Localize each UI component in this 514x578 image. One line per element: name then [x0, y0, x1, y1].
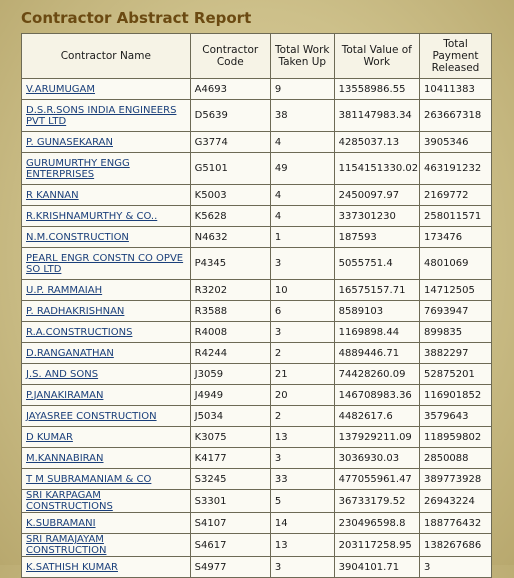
contractor-name-link[interactable]: D.S.R.SONS INDIA ENGINEERS PVT LTD [26, 104, 177, 127]
contractor-name-link[interactable]: P. GUNASEKARAN [26, 136, 113, 148]
cell-total-payment-released: 389773928 [419, 469, 491, 490]
cell-contractor-code: K3075 [190, 427, 270, 448]
cell-total-work-taken-up: 6 [270, 301, 334, 322]
cell-total-value-of-work: 187593 [334, 227, 419, 248]
cell-contractor-name [22, 280, 191, 301]
cell-total-value-of-work: 230496598.8 [334, 513, 419, 534]
cell-total-payment-released: 2850088 [419, 448, 491, 469]
cell-contractor-name [22, 513, 191, 534]
cell-total-work-taken-up: 2 [270, 406, 334, 427]
cell-total-payment-released: 118959802 [419, 427, 491, 448]
cell-contractor-code: R4008 [190, 322, 270, 343]
contractor-name-link[interactable]: D.RANGANATHAN [26, 347, 114, 359]
cell-total-payment-released: 10411383 [419, 79, 491, 100]
contractor-name-link[interactable]: R KANNAN [26, 189, 79, 201]
table-row [22, 248, 492, 280]
cell-contractor-name [22, 100, 191, 132]
cell-total-work-taken-up: 4 [270, 185, 334, 206]
contractor-name-link[interactable]: U.P. RAMMAIAH [26, 284, 103, 296]
cell-total-payment-released: 173476 [419, 227, 491, 248]
cell-total-payment-released: 3 [419, 557, 491, 578]
cell-total-payment-released: 463191232 [419, 153, 491, 185]
cell-total-value-of-work: 13558986.55 [334, 79, 419, 100]
cell-total-payment-released: 258011571 [419, 206, 491, 227]
cell-total-payment-released: 138267686 [419, 534, 491, 557]
cell-total-payment-released: 4801069 [419, 248, 491, 280]
cell-contractor-code: P4345 [190, 248, 270, 280]
cell-total-work-taken-up: 2 [270, 343, 334, 364]
cell-contractor-name [22, 248, 191, 280]
contractor-name-link[interactable]: PEARL ENGR CONSTN CO OPVE SO LTD [26, 252, 184, 275]
header-total-value-of-work: Total Value of Work [334, 34, 419, 79]
cell-contractor-name [22, 206, 191, 227]
table-row [22, 557, 492, 578]
table-row [22, 534, 492, 557]
cell-contractor-name [22, 79, 191, 100]
cell-total-value-of-work: 74428260.09 [334, 364, 419, 385]
cell-total-value-of-work: 36733179.52 [334, 490, 419, 513]
cell-contractor-code: A4693 [190, 79, 270, 100]
table-row [22, 513, 492, 534]
cell-contractor-name [22, 557, 191, 578]
cell-total-value-of-work: 146708983.36 [334, 385, 419, 406]
cell-total-value-of-work: 8589103 [334, 301, 419, 322]
cell-total-payment-released: 188776432 [419, 513, 491, 534]
cell-total-value-of-work: 1154151330.02 [334, 153, 419, 185]
cell-total-value-of-work: 337301230 [334, 206, 419, 227]
cell-contractor-code: D5639 [190, 100, 270, 132]
contractor-name-link[interactable]: R.A.CONSTRUCTIONS [26, 326, 133, 338]
cell-total-work-taken-up: 33 [270, 469, 334, 490]
cell-contractor-code: S3245 [190, 469, 270, 490]
table-row [22, 185, 492, 206]
header-contractor-name: Contractor Name [22, 34, 191, 79]
table-body [22, 79, 492, 578]
cell-total-value-of-work: 3904101.71 [334, 557, 419, 578]
contractor-name-link[interactable]: M.KANNABIRAN [26, 452, 104, 464]
cell-contractor-name [22, 490, 191, 513]
cell-total-payment-released: 3882297 [419, 343, 491, 364]
header-contractor-code: Contractor Code [190, 34, 270, 79]
contractor-name-link[interactable]: P.JANAKIRAMAN [26, 389, 104, 401]
cell-total-work-taken-up: 10 [270, 280, 334, 301]
cell-total-payment-released: 263667318 [419, 100, 491, 132]
table-row [22, 100, 492, 132]
cell-contractor-code: S4107 [190, 513, 270, 534]
cell-total-value-of-work: 16575157.71 [334, 280, 419, 301]
table-row [22, 280, 492, 301]
cell-contractor-name [22, 364, 191, 385]
cell-total-payment-released: 7693947 [419, 301, 491, 322]
cell-contractor-name [22, 427, 191, 448]
table-row [22, 343, 492, 364]
cell-contractor-code: K4177 [190, 448, 270, 469]
cell-total-payment-released: 26943224 [419, 490, 491, 513]
report-table-container[interactable] [21, 33, 492, 573]
contractor-name-link[interactable]: N.M.CONSTRUCTION [26, 231, 129, 243]
contractor-name-link[interactable]: GURUMURTHY ENGG ENTERPRISES [26, 157, 130, 180]
cell-total-work-taken-up: 4 [270, 206, 334, 227]
contractor-name-link[interactable]: D KUMAR [26, 431, 73, 443]
table-row [22, 79, 492, 100]
header-total-payment-released: Total Payment Released [419, 34, 491, 79]
table-row [22, 206, 492, 227]
table-row [22, 469, 492, 490]
cell-contractor-name [22, 343, 191, 364]
cell-contractor-name [22, 385, 191, 406]
cell-total-work-taken-up: 3 [270, 557, 334, 578]
cell-total-value-of-work: 4285037.13 [334, 132, 419, 153]
cell-contractor-name [22, 185, 191, 206]
cell-contractor-code: K5628 [190, 206, 270, 227]
cell-contractor-code: S3301 [190, 490, 270, 513]
table-row [22, 385, 492, 406]
contractor-name-link[interactable]: R.KRISHNAMURTHY & CO.. [26, 210, 158, 222]
table-row [22, 406, 492, 427]
contractor-name-link[interactable]: P. RADHAKRISHNAN [26, 305, 125, 317]
contractor-name-link[interactable]: SRI RAMAJAYAM CONSTRUCTION [26, 534, 107, 556]
cell-total-value-of-work: 4482617.6 [334, 406, 419, 427]
contractor-abstract-table [21, 33, 492, 578]
cell-contractor-code: R3588 [190, 301, 270, 322]
cell-total-value-of-work: 381147983.34 [334, 100, 419, 132]
cell-total-value-of-work: 477055961.47 [334, 469, 419, 490]
cell-total-value-of-work: 137929211.09 [334, 427, 419, 448]
cell-total-payment-released: 14712505 [419, 280, 491, 301]
cell-contractor-name [22, 153, 191, 185]
cell-total-payment-released: 116901852 [419, 385, 491, 406]
cell-contractor-code: N4632 [190, 227, 270, 248]
cell-total-value-of-work: 4889446.71 [334, 343, 419, 364]
cell-contractor-code: S4977 [190, 557, 270, 578]
cell-contractor-name [22, 322, 191, 343]
cell-contractor-name [22, 448, 191, 469]
cell-total-payment-released: 52875201 [419, 364, 491, 385]
cell-contractor-name [22, 301, 191, 322]
contractor-name-link[interactable]: V.ARUMUGAM [26, 83, 96, 95]
cell-total-work-taken-up: 13 [270, 534, 334, 557]
contractor-name-link[interactable]: JAYASREE CONSTRUCTION [26, 410, 157, 422]
page-title: Contractor Abstract Report [21, 9, 252, 27]
table-row [22, 301, 492, 322]
cell-total-work-taken-up: 3 [270, 448, 334, 469]
table-row [22, 322, 492, 343]
table-header-row [22, 34, 492, 79]
cell-contractor-code: R4244 [190, 343, 270, 364]
cell-total-work-taken-up: 38 [270, 100, 334, 132]
cell-contractor-code: K5003 [190, 185, 270, 206]
contractor-name-link[interactable]: J.S. AND SONS [26, 368, 99, 380]
contractor-name-link[interactable]: T M SUBRAMANIAM & CO [26, 473, 152, 485]
table-row [22, 427, 492, 448]
cell-total-work-taken-up: 1 [270, 227, 334, 248]
cell-total-value-of-work: 5055751.4 [334, 248, 419, 280]
cell-contractor-name [22, 534, 191, 557]
cell-total-value-of-work: 203117258.95 [334, 534, 419, 557]
contractor-name-link[interactable]: K.SUBRAMANI [26, 517, 96, 529]
cell-total-payment-released: 3905346 [419, 132, 491, 153]
cell-total-value-of-work: 3036930.03 [334, 448, 419, 469]
cell-contractor-name [22, 469, 191, 490]
cell-total-payment-released: 899835 [419, 322, 491, 343]
cell-total-work-taken-up: 5 [270, 490, 334, 513]
cell-total-work-taken-up: 3 [270, 322, 334, 343]
cell-contractor-code: R3202 [190, 280, 270, 301]
cell-contractor-code: G3774 [190, 132, 270, 153]
table-row [22, 153, 492, 185]
cell-contractor-code: J5034 [190, 406, 270, 427]
cell-total-work-taken-up: 14 [270, 513, 334, 534]
cell-contractor-code: S4617 [190, 534, 270, 557]
cell-total-work-taken-up: 3 [270, 248, 334, 280]
header-total-work-taken-up: Total Work Taken Up [270, 34, 334, 79]
cell-contractor-code: J4949 [190, 385, 270, 406]
table-row [22, 448, 492, 469]
cell-total-payment-released: 3579643 [419, 406, 491, 427]
table-row [22, 132, 492, 153]
table-row [22, 490, 492, 513]
cell-total-value-of-work: 2450097.97 [334, 185, 419, 206]
contractor-name-link[interactable]: K.SATHISH KUMAR [26, 561, 118, 573]
cell-total-value-of-work: 1169898.44 [334, 322, 419, 343]
cell-total-work-taken-up: 13 [270, 427, 334, 448]
cell-total-work-taken-up: 20 [270, 385, 334, 406]
cell-contractor-name [22, 406, 191, 427]
table-row [22, 364, 492, 385]
cell-total-work-taken-up: 4 [270, 132, 334, 153]
cell-contractor-code: J3059 [190, 364, 270, 385]
cell-total-work-taken-up: 49 [270, 153, 334, 185]
cell-total-work-taken-up: 9 [270, 79, 334, 100]
cell-total-work-taken-up: 21 [270, 364, 334, 385]
cell-contractor-name [22, 227, 191, 248]
contractor-name-link[interactable]: SRI KARPAGAM CONSTRUCTIONS [26, 490, 113, 512]
cell-contractor-name [22, 132, 191, 153]
cell-total-payment-released: 2169772 [419, 185, 491, 206]
table-row [22, 227, 492, 248]
cell-contractor-code: G5101 [190, 153, 270, 185]
